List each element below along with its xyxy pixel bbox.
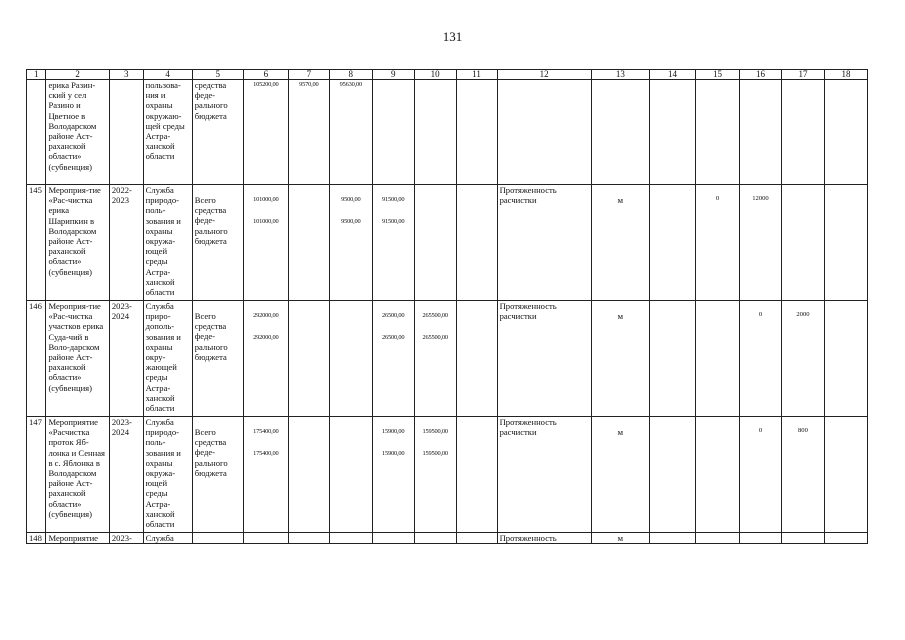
target-value: 0 [715, 195, 720, 202]
amount-federal: 159500,00 [422, 450, 448, 458]
executor: Служба природо-поль-зования и охраны окружа-ющей среды Астра-ханской области [143, 185, 192, 301]
col8 [329, 301, 372, 417]
amount-federal: 101000,00 [253, 218, 279, 226]
header-cell: 16 [740, 70, 782, 80]
event-name: Мероприя-тие «Рас-чистка ерика Шарипкин в Володарском районе Аст-раханской области» (субвенция) [46, 185, 109, 301]
unit [591, 80, 649, 185]
amount-total: 292000,00 [253, 312, 279, 319]
col14 [650, 185, 696, 301]
col16 [740, 80, 782, 185]
amount-value: 95630,00 [339, 81, 362, 88]
col16 [740, 185, 782, 301]
col14 [650, 301, 696, 417]
col15 [696, 80, 740, 185]
col7 [288, 533, 329, 544]
col18 [824, 185, 867, 301]
unit-cell [591, 301, 649, 417]
header-cell: 5 [192, 70, 243, 80]
amount-value: 105200,00 [253, 81, 279, 88]
row-index: 145 [27, 185, 46, 301]
funding-source [192, 80, 243, 185]
table-row [27, 533, 868, 544]
row-index: 148 [27, 533, 46, 544]
page-number: 131 [442, 29, 463, 44]
col11 [456, 185, 497, 301]
program-table [26, 69, 868, 544]
indicator: Протяженность расчистки [497, 185, 591, 301]
event-name: Мероприятие «Расчистка проток Яб-лонка и Сенная в с. Яблонка в Володарском районе Аст-раханской области» (субвенция) [46, 417, 109, 533]
amount-federal: 265500,00 [422, 334, 448, 342]
target-value: 2000 [796, 311, 810, 318]
col8 [329, 533, 372, 544]
col18 [824, 533, 867, 544]
header-cell: 9 [372, 70, 414, 80]
funding-source [192, 533, 243, 544]
col14 [650, 80, 696, 185]
col10 [414, 80, 456, 185]
amount-total: 15900,00 [382, 428, 405, 435]
col6 [243, 185, 288, 301]
header-cell: 10 [414, 70, 456, 80]
header-row [27, 70, 868, 80]
amount-value: 9570,00 [299, 81, 319, 88]
amount-federal: 175400,00 [253, 450, 279, 458]
event-years [109, 80, 143, 185]
amount-total: 9500,00 [341, 196, 361, 203]
col17 [781, 417, 824, 533]
event-years: 2023- [109, 533, 143, 544]
funding-source-bottom: средства феде-рального бюджета [194, 321, 228, 362]
target-value: 0 [758, 311, 763, 318]
col8 [329, 185, 372, 301]
col7 [288, 417, 329, 533]
indicator: Протяженность [497, 533, 591, 544]
event-name: Мероприя-тие «Рас-чистка участков ерика Суда-чий в Воло-дарском районе Аст-раханской области» (субвенция) [46, 301, 109, 417]
unit: м [591, 533, 649, 544]
col17 [781, 80, 824, 185]
header-cell: 17 [781, 70, 824, 80]
unit-cell [591, 417, 649, 533]
col16 [740, 417, 782, 533]
col8 [329, 417, 372, 533]
funding-source-bottom: средства феде-рального бюджета [194, 205, 228, 246]
header-cell: 11 [456, 70, 497, 80]
header-cell: 18 [824, 70, 867, 80]
header-cell: 2 [46, 70, 109, 80]
col18 [824, 301, 867, 417]
indicator: Протяженность расчистки [497, 417, 591, 533]
col11 [456, 417, 497, 533]
amount-federal: 15900,00 [382, 450, 405, 458]
header-cell: 8 [329, 70, 372, 80]
col16 [740, 533, 782, 544]
header-cell: 3 [109, 70, 143, 80]
col9 [372, 301, 414, 417]
col6 [243, 417, 288, 533]
amount-total: 159500,00 [422, 428, 448, 435]
amount-total: 101000,00 [253, 196, 279, 203]
col10 [414, 185, 456, 301]
col10 [414, 301, 456, 417]
col16 [740, 301, 782, 417]
header-cell: 4 [143, 70, 192, 80]
col11 [456, 301, 497, 417]
col9 [372, 80, 414, 185]
col15 [696, 301, 740, 417]
funding-source [192, 185, 243, 301]
amount-federal: 91500,00 [382, 218, 405, 226]
amount-total: 175400,00 [253, 428, 279, 435]
unit-cell [591, 185, 649, 301]
event-years: 2023-2024 [109, 417, 143, 533]
event-name: ерика Разин-ский у сел Разино и Цветное в Володарском районе Аст-раханской области» (субвенция) [46, 80, 109, 185]
event-name: Мероприятие [46, 533, 109, 544]
amount-federal: 292000,00 [253, 334, 279, 342]
col17 [781, 533, 824, 544]
event-years: 2023-2024 [109, 301, 143, 417]
unit: м [617, 427, 624, 437]
table-row [27, 185, 868, 301]
row-index: 146 [27, 301, 46, 417]
col14 [650, 533, 696, 544]
funding-source [192, 417, 243, 533]
target-value: 0 [758, 427, 763, 434]
col8 [329, 80, 372, 185]
col10 [414, 417, 456, 533]
executor: Служба [143, 533, 192, 544]
col11 [456, 533, 497, 544]
col6 [243, 301, 288, 417]
col7 [288, 80, 329, 185]
col9 [372, 185, 414, 301]
amount-total: 265500,00 [422, 312, 448, 319]
col9 [372, 533, 414, 544]
funding-source [192, 301, 243, 417]
col14 [650, 417, 696, 533]
col7 [288, 185, 329, 301]
col17 [781, 185, 824, 301]
col18 [824, 80, 867, 185]
amount-total: 26500,00 [382, 312, 405, 319]
header-cell: 1 [27, 70, 46, 80]
header-cell: 14 [650, 70, 696, 80]
funding-source-top: средства феде-рального бюджета [194, 80, 228, 121]
target-value: 12000 [752, 195, 769, 202]
col18 [824, 417, 867, 533]
indicator [497, 80, 591, 185]
funding-source-top: Всего [194, 195, 216, 205]
col10 [414, 533, 456, 544]
col7 [288, 301, 329, 417]
executor: пользова-ния и охраны окружаю-щей среды Астра-ханской области [143, 80, 192, 185]
col9 [372, 417, 414, 533]
col15 [696, 417, 740, 533]
unit: м [617, 195, 624, 205]
col15 [696, 533, 740, 544]
table-row [27, 80, 868, 185]
target-value: 800 [797, 427, 808, 434]
amount-federal: 26500,00 [382, 334, 405, 342]
indicator: Протяженность расчистки [497, 301, 591, 417]
funding-source-top: Всего [194, 427, 216, 437]
funding-source-top: Всего [194, 311, 216, 321]
event-years: 2022-2023 [109, 185, 143, 301]
col6 [243, 533, 288, 544]
header-cell: 12 [497, 70, 591, 80]
header-cell: 6 [243, 70, 288, 80]
row-index: 147 [27, 417, 46, 533]
funding-source-bottom: средства феде-рального бюджета [194, 437, 228, 478]
col17 [781, 301, 824, 417]
unit: м [617, 311, 624, 321]
header-cell: 15 [696, 70, 740, 80]
row-index [27, 80, 46, 185]
table-row [27, 417, 868, 533]
col11 [456, 80, 497, 185]
header-cell: 7 [288, 70, 329, 80]
table-row [27, 301, 868, 417]
col6 [243, 80, 288, 185]
header-cell: 13 [591, 70, 649, 80]
executor: Служба приро-дополь-зования и охраны окру-жающей среды Астра-ханской области [143, 301, 192, 417]
col15 [696, 185, 740, 301]
executor: Служба природо-поль-зования и охраны окружа-ющей среды Астра-ханской области [143, 417, 192, 533]
amount-total: 91500,00 [382, 196, 405, 203]
amount-federal: 9500,00 [341, 218, 361, 226]
